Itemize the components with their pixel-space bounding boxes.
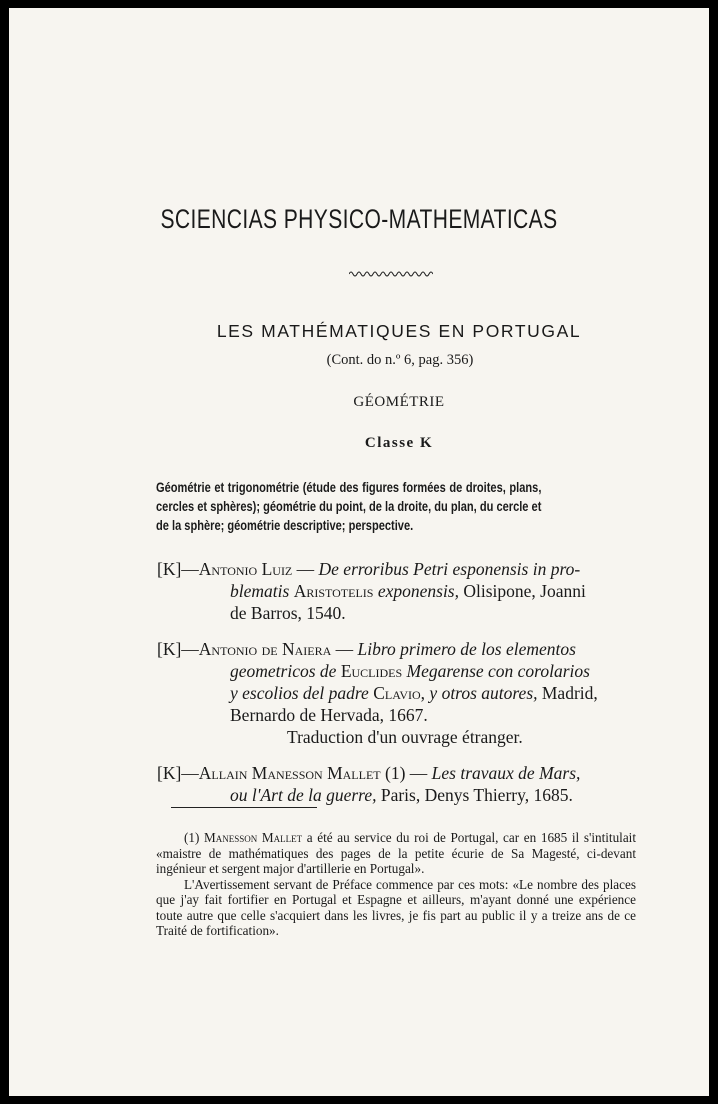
entry-author: Antonio Luiz (198, 559, 293, 579)
footnote-marker: (1) (184, 830, 200, 845)
entry-title: De erroribus Petri esponensis in pro- (318, 559, 581, 579)
entry-place: Paris, Denys Thierry, 1685. (380, 785, 573, 805)
entry-dash: — (181, 763, 199, 783)
class-description-text: Géométrie et trigonométrie (étude des figures formées de droites, plans, cercles et sphères); géométrie du point, de la droite, du plan, du cercle et de la sphère; géométrie descriptive; perspective. (156, 480, 542, 533)
footnote-text: a été au service du roi de Portugal, car en 1685 il s'intitulait «maistre de mathématiques des pages de la petite écurie de Sa Magesté, ci-devant ingénieur et sergent major d'artillerie en Portugal». (156, 830, 637, 876)
wavy-ornament-icon (349, 270, 433, 278)
entry-title-end: y otros autores, (429, 683, 538, 703)
continuation-note: (Cont. do n.º 6, pag. 356) (326, 352, 474, 368)
footnote-1 (156, 830, 636, 877)
entry-author-ref: Aristotelis (293, 581, 374, 601)
entry-tag: [K] (157, 559, 182, 579)
entry-title: Les travaux de Mars, (431, 763, 581, 783)
entry-title-end: exponensis, (377, 581, 459, 601)
footnote-1-continued: L'Avertissement servant de Préface commence par ces mots: «Le nombre des places que j'ay fait fortifier en Portugal et Espagne et ailleurs, m'ayant donné une expérience toute autre que celle s'acquiert dans les livres, je fis part au public il y a treize ans de ce Traité de fortification». (156, 876, 636, 938)
page (9, 8, 709, 1096)
entry-publisher: Bernardo de Hervada, 1667. (230, 705, 428, 725)
journal-title: SCIENCIAS PHYSICO-MATHEMATICAS (160, 204, 558, 234)
footnote-separator (171, 807, 317, 808)
footnote-ref[interactable]: (1) (385, 763, 406, 783)
entry-title-cont: geometricos de (230, 661, 337, 681)
entry-author-ref: Euclides (340, 661, 403, 681)
entry-publisher: de Barros, 1540. (230, 603, 346, 623)
footnote-name: Manesson Mallet (204, 830, 303, 845)
article-title: LES MATHÉMATIQUES EN PORTUGAL (216, 321, 582, 341)
section-title: GÉOMÉTRIE (353, 394, 445, 410)
entry-mallet: [K]—Allain Manesson Mallet (1) — Les travaux de Mars, ou l'Art de la guerre, Paris, Denys Thierry, 1685. (157, 763, 581, 805)
entry-tag: [K] (157, 639, 182, 659)
bibliography-entries (157, 558, 627, 820)
entry-author-ref2: Clavio, (373, 683, 426, 703)
entry-naiera: [K]—Antonio de Naiera — Libro primero de los elementos geometricos de Euclides Megarense con corolarios y escolios del padre Clavio, y otros autores, Madrid, Bernardo de Hervada, 1667. Traduction d'un ouvrage étranger. (157, 638, 627, 748)
entry-title: Libro primero de los elementos (357, 639, 576, 659)
page-content (9, 8, 709, 1096)
entry-dash: — (181, 639, 199, 659)
entry-dash: — (181, 559, 199, 579)
entry-title-mid: Megarense con corolarios (406, 661, 590, 681)
entry-luiz: [K]—Antonio Luiz — De erroribus Petri esponensis in pro- blematis Aristotelis exponensis, Olisipone, Joanni de Barros, 1540. (157, 558, 627, 624)
entry-title-cont: ou l'Art de la guerre, (230, 785, 377, 805)
entry-title-cont2: y escolios del padre (230, 683, 369, 703)
entry-author: Antonio de Naiera (198, 639, 332, 659)
entry-note: Traduction d'un ouvrage étranger. (287, 727, 523, 747)
footnotes (156, 830, 636, 939)
entry-tag: [K] (157, 763, 182, 783)
entry-title-cont: blematis (230, 581, 290, 601)
entry-place: Olisipone, Joanni (463, 581, 586, 601)
class-description (156, 478, 541, 535)
class-title: Classe K (364, 435, 434, 451)
entry-place: Madrid, (541, 683, 598, 703)
entry-author: Allain Manesson Mallet (198, 763, 381, 783)
